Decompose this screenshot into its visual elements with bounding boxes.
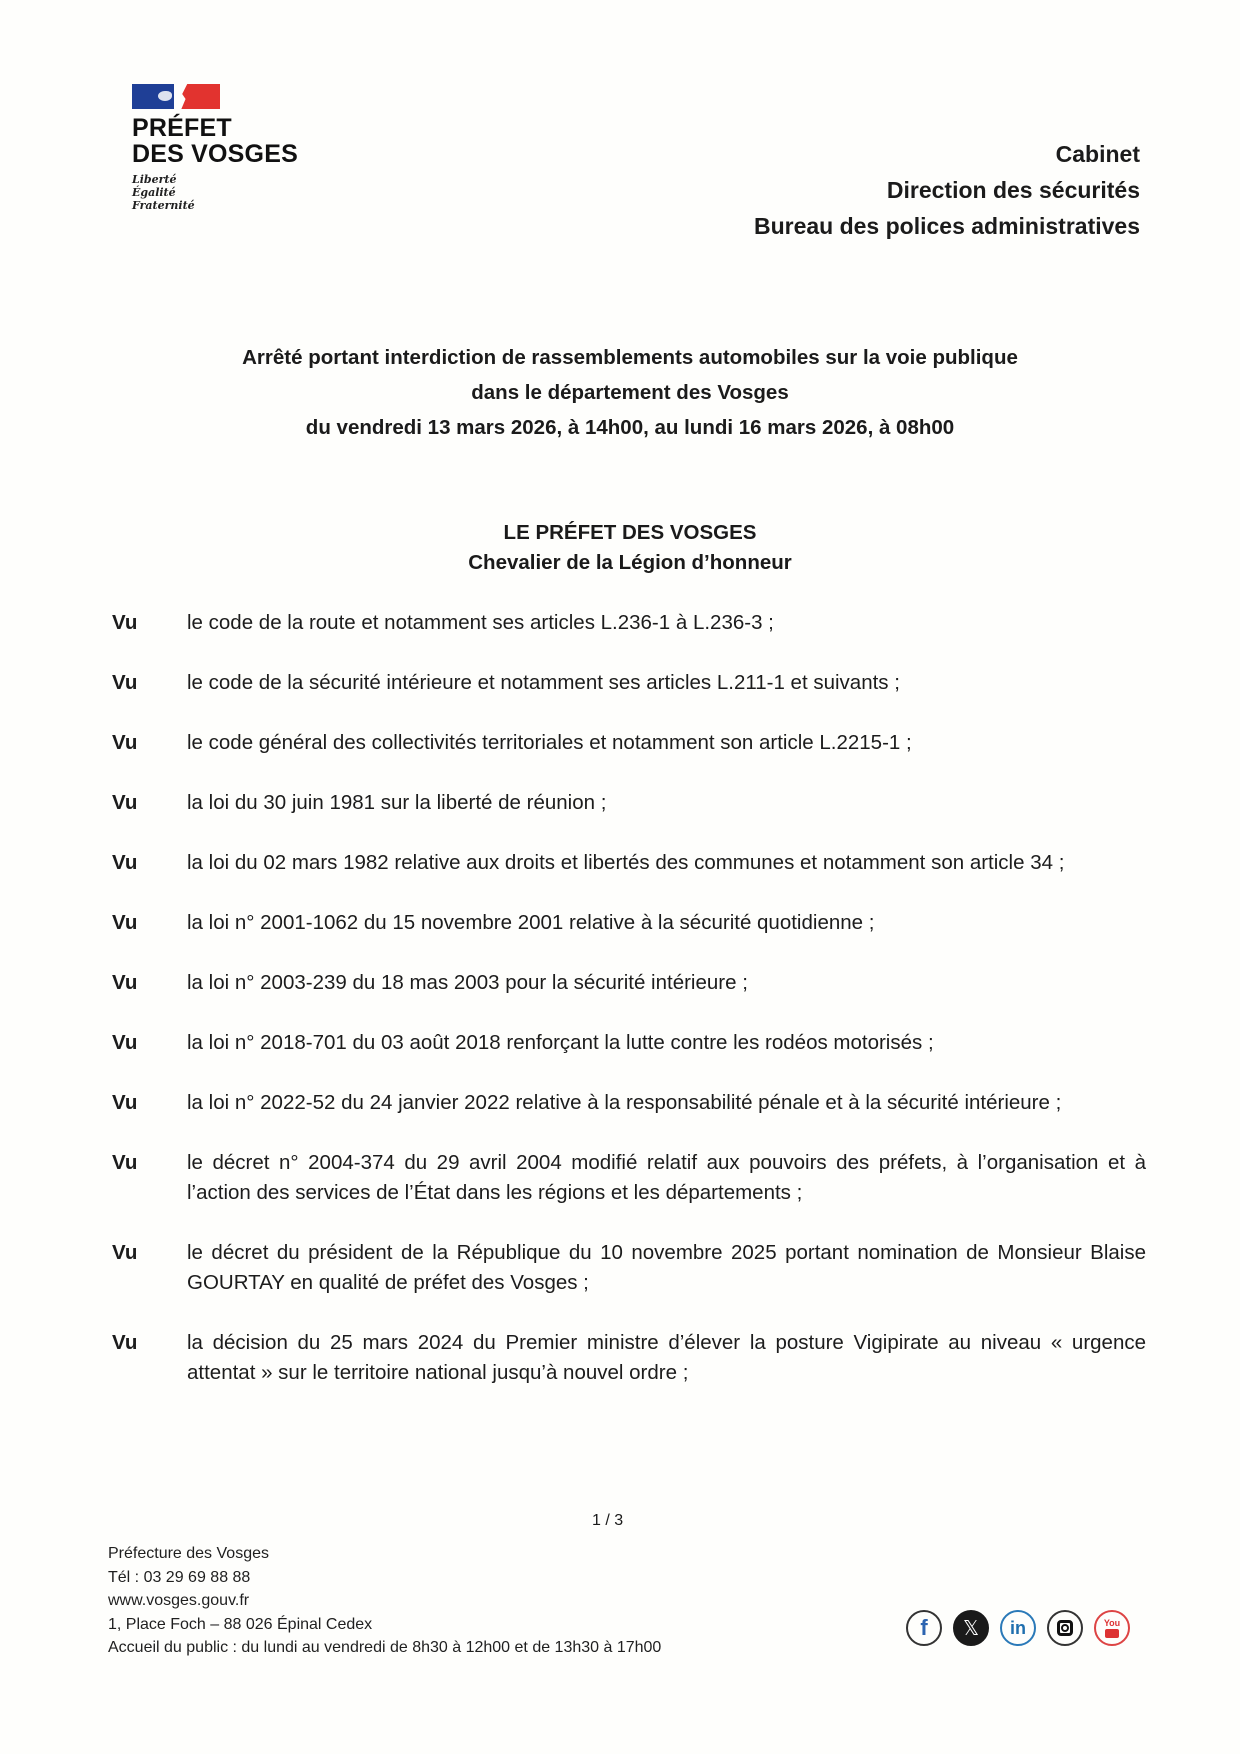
consideration-item: Vu le code de la route et notamment ses articles L.236-1 à L.236-3 ;	[112, 611, 774, 634]
consideration-item: Vu la décision du 25 mars 2024 du Premier ministre d’élever la posture Vigipirate au niveau « urgence attentat » sur le territoire national jusqu’à nouvel ordre ;	[112, 1331, 1146, 1384]
logo-title: PRÉFET DES VOSGES	[132, 114, 298, 168]
footer-address	[108, 1542, 661, 1660]
consideration-item: Vu la loi n° 2022-52 du 24 janvier 2022 relative à la responsabilité pénale et à la sécurité intérieure ;	[112, 1091, 1062, 1114]
issuing-service	[754, 136, 1140, 244]
linkedin-icon[interactable]: in	[1000, 1610, 1036, 1646]
authority-heading	[140, 518, 1120, 578]
republic-motto: Liberté Égalité Fraternité	[132, 173, 195, 212]
service-direction: Direction des sécurités	[886, 177, 1140, 203]
consideration-item: Vu la loi n° 2003-239 du 18 mas 2003 pour la sécurité intérieure ;	[112, 971, 748, 994]
facebook-icon[interactable]: f	[906, 1610, 942, 1646]
youtube-icon[interactable]: You	[1094, 1610, 1130, 1646]
consideration-item: Vu la loi du 30 juin 1981 sur la liberté de réunion ;	[112, 791, 607, 814]
footer-street: 1, Place Foch – 88 026 Épinal Cedex	[108, 1615, 373, 1633]
considerations-list	[112, 608, 1146, 1388]
page-number: 1 / 3	[592, 1512, 624, 1529]
marianne-flag-icon	[132, 84, 298, 109]
footer-hours: Accueil du public : du lundi au vendredi de 8h30 à 12h00 et de 13h30 à 17h00	[108, 1639, 662, 1656]
service-bureau: Bureau des polices administratives	[753, 213, 1140, 239]
service-cabinet: Cabinet	[1055, 141, 1140, 167]
prefecture-logo	[132, 84, 298, 212]
footer-website-link[interactable]: www.vosges.gouv.fr	[108, 1592, 250, 1609]
consideration-item: Vu le code général des collectivités territoriales et notamment son article L.2215-1 ;	[112, 731, 912, 754]
consideration-item: Vu la loi du 02 mars 1982 relative aux droits et libertés des communes et notamment son article 34 ;	[112, 851, 1065, 874]
authority-name: LE PRÉFET DES VOSGES	[503, 521, 757, 544]
consideration-item: Vu la loi n° 2018-701 du 03 août 2018 renforçant la lutte contre les rodéos motorisés ;	[112, 1031, 934, 1054]
x-twitter-icon[interactable]: 𝕏	[953, 1610, 989, 1646]
consideration-item: Vu le code de la sécurité intérieure et notamment ses articles L.211-1 et suivants ;	[112, 671, 900, 694]
authority-distinction: Chevalier de la Légion d’honneur	[468, 551, 792, 574]
instagram-icon[interactable]	[1047, 1610, 1083, 1646]
footer-org: Préfecture des Vosges	[108, 1545, 269, 1562]
consideration-item: Vu le décret n° 2004-374 du 29 avril 2004 modifié relatif aux pouvoirs des préfets, à l’organisation et à l’action des services de l’État dans les régions et les départements ;	[112, 1151, 1146, 1204]
decree-title: Arrêté portant interdiction de rassemblements automobiles sur la voie publique dans le département des Vosges du vendredi 13 mars 2026, à 14h00, au lundi 16 mars 2026, à 08h00	[242, 346, 1018, 439]
consideration-item: Vu la loi n° 2001-1062 du 15 novembre 2001 relative à la sécurité quotidienne ;	[112, 911, 875, 934]
consideration-item: Vu le décret du président de la République du 10 novembre 2025 portant nomination de Monsieur Blaise GOURTAY en qualité de préfet des Vosges ;	[112, 1241, 1146, 1294]
footer-phone: Tél : 03 29 69 88 88	[108, 1568, 251, 1586]
social-links	[906, 1610, 1130, 1646]
